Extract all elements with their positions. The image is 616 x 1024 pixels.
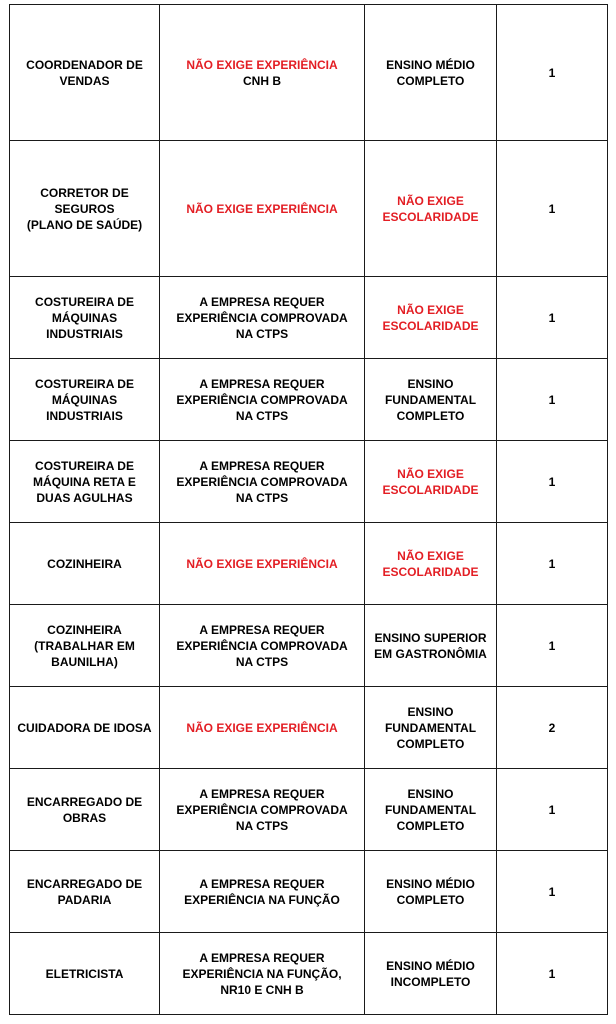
job-title-cell: COSTUREIRA DE MÁQUINA RETA E DUAS AGULHAS — [10, 441, 160, 523]
education-cell: ENSINO MÉDIO INCOMPLETO — [365, 933, 497, 1015]
education-cell: NÃO EXIGE ESCOLARIDADE — [365, 523, 497, 605]
vacancies-cell: 1 — [497, 141, 608, 277]
experience-cell: A EMPRESA REQUER EXPERIÊNCIA COMPROVADA NA CTPS — [160, 277, 365, 359]
experience-text: NÃO EXIGE EXPERIÊNCIA — [186, 57, 338, 72]
job-title-cell: COSTUREIRA DE MÁQUINAS INDUSTRIAIS — [10, 359, 160, 441]
experience-cell — [160, 5, 365, 141]
education-cell: NÃO EXIGE ESCOLARIDADE — [365, 441, 497, 523]
table-row — [10, 523, 608, 605]
experience-cell: A EMPRESA REQUER EXPERIÊNCIA COMPROVADA NA CTPS — [160, 359, 365, 441]
job-vacancies-table — [9, 4, 608, 1015]
job-title-cell: ELETRICISTA — [10, 933, 160, 1015]
vacancies-cell: 1 — [497, 769, 608, 851]
experience-cell: NÃO EXIGE EXPERIÊNCIA — [160, 687, 365, 769]
vacancies-cell: 1 — [497, 523, 608, 605]
job-title-cell: CORRETOR DE SEGUROS (PLANO DE SAÚDE) — [10, 141, 160, 277]
vacancies-cell: 1 — [497, 277, 608, 359]
education-cell: NÃO EXIGE ESCOLARIDADE — [365, 277, 497, 359]
table-row — [10, 277, 608, 359]
table-row — [10, 687, 608, 769]
education-cell: NÃO EXIGE ESCOLARIDADE — [365, 141, 497, 277]
table-row — [10, 851, 608, 933]
education-cell: ENSINO FUNDAMENTAL COMPLETO — [365, 769, 497, 851]
experience-extra-text: CNH B — [243, 73, 281, 88]
vacancies-cell: 1 — [497, 359, 608, 441]
vacancies-cell: 1 — [497, 441, 608, 523]
education-cell: ENSINO FUNDAMENTAL COMPLETO — [365, 687, 497, 769]
job-title-cell: COSTUREIRA DE MÁQUINAS INDUSTRIAIS — [10, 277, 160, 359]
table-row — [10, 441, 608, 523]
table-row — [10, 605, 608, 687]
vacancies-cell: 1 — [497, 5, 608, 141]
education-cell: ENSINO MÉDIO COMPLETO — [365, 5, 497, 141]
experience-cell: A EMPRESA REQUER EXPERIÊNCIA NA FUNÇÃO, NR10 E CNH B — [160, 933, 365, 1015]
table-row — [10, 5, 608, 141]
job-title-cell: COZINHEIRA — [10, 523, 160, 605]
table-row — [10, 933, 608, 1015]
table-body — [10, 5, 608, 1015]
vacancies-cell: 1 — [497, 605, 608, 687]
table-row — [10, 141, 608, 277]
job-title-cell: ENCARREGADO DE OBRAS — [10, 769, 160, 851]
education-cell: ENSINO FUNDAMENTAL COMPLETO — [365, 359, 497, 441]
experience-cell: NÃO EXIGE EXPERIÊNCIA — [160, 523, 365, 605]
education-cell: ENSINO SUPERIOR EM GASTRONÔMIA — [365, 605, 497, 687]
experience-cell: A EMPRESA REQUER EXPERIÊNCIA COMPROVADA NA CTPS — [160, 605, 365, 687]
table-row — [10, 359, 608, 441]
experience-cell: A EMPRESA REQUER EXPERIÊNCIA COMPROVADA NA CTPS — [160, 769, 365, 851]
education-cell: ENSINO MÉDIO COMPLETO — [365, 851, 497, 933]
experience-cell: A EMPRESA REQUER EXPERIÊNCIA COMPROVADA NA CTPS — [160, 441, 365, 523]
job-title-cell: COORDENADOR DE VENDAS — [10, 5, 160, 141]
experience-cell: A EMPRESA REQUER EXPERIÊNCIA NA FUNÇÃO — [160, 851, 365, 933]
job-title-cell: COZINHEIRA (TRABALHAR EM BAUNILHA) — [10, 605, 160, 687]
vacancies-cell: 2 — [497, 687, 608, 769]
job-title-cell: CUIDADORA DE IDOSA — [10, 687, 160, 769]
table-row — [10, 769, 608, 851]
vacancies-cell: 1 — [497, 933, 608, 1015]
experience-cell: NÃO EXIGE EXPERIÊNCIA — [160, 141, 365, 277]
job-title-cell: ENCARREGADO DE PADARIA — [10, 851, 160, 933]
vacancies-cell: 1 — [497, 851, 608, 933]
